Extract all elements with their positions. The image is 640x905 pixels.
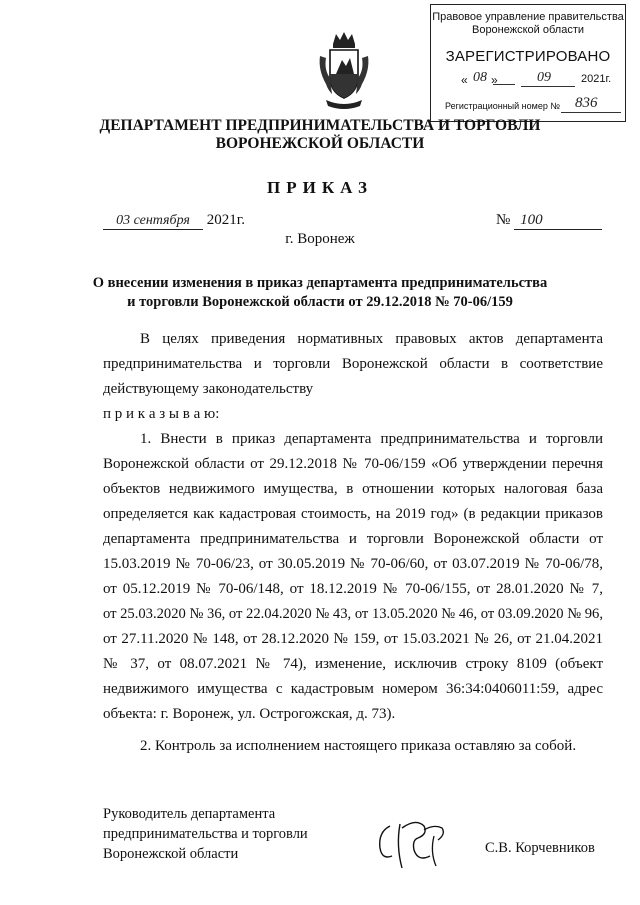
item1-line: № 37, от 08.07.2021 № 74), изменение, исключив строку 8109 (объект bbox=[103, 656, 603, 672]
stamp-quote-open: « bbox=[461, 73, 468, 87]
stamp-registered-label: ЗАРЕГИСТРИРОВАНО bbox=[445, 48, 611, 65]
signer-title bbox=[103, 804, 308, 864]
department-name-line1: ДЕПАРТАМЕНТ ПРЕДПРИНИМАТЕЛЬСТВА И ТОРГОВЛИ bbox=[99, 117, 541, 134]
item1-line: определяется как кадастровая стоимость, на 2019 год» (в редакции приказов bbox=[103, 506, 603, 522]
item1-line: объектов недвижимого имущества, в отношении которых налоговая база bbox=[103, 481, 603, 497]
order-subject-line1: О внесении изменения в приказ департамента предпринимательства bbox=[92, 275, 548, 291]
registration-stamp bbox=[430, 4, 626, 122]
stamp-reg-label: Регистрационный номер № bbox=[445, 101, 561, 111]
city: г. Воронеж bbox=[285, 231, 355, 247]
handwritten-signature-icon bbox=[372, 816, 462, 872]
preamble-line: действующему законодательству bbox=[103, 381, 314, 397]
voronezh-coat-of-arms-icon bbox=[316, 30, 372, 112]
order-number-handwritten: 100 bbox=[514, 212, 602, 230]
item1-line: Воронежской области от 29.12.2018 № 70-06/159 «Об утверждении перечня bbox=[103, 456, 603, 472]
signer-title-line2: предпринимательства и торговли bbox=[103, 826, 308, 842]
stamp-date bbox=[455, 71, 619, 91]
stamp-date-day: 08 bbox=[473, 70, 487, 85]
stamp-org-line2: Воронежской области bbox=[471, 24, 584, 36]
department-name-line2: ВОРОНЕЖСКОЙ ОБЛАСТИ bbox=[215, 135, 425, 152]
item1-line: от 25.03.2020 № 36, от 22.04.2020 № 43, от 13.05.2020 № 46, от 03.09.2020 № 96, bbox=[103, 606, 604, 622]
order-date-handwritten: 03 сентября bbox=[103, 213, 203, 230]
stamp-number-underline bbox=[561, 112, 621, 113]
stamp-date-month: 09 bbox=[537, 70, 551, 85]
preamble-line: предпринимательства и торговли Воронежской области в соответствие bbox=[103, 356, 603, 372]
signer-name: С.В. Корчевников bbox=[485, 840, 595, 856]
stamp-month-underline bbox=[521, 86, 575, 87]
item1-line: департамента предпринимательства и торговли Воронежской области от bbox=[103, 531, 603, 547]
order-date bbox=[103, 212, 245, 230]
order-number bbox=[496, 212, 602, 230]
stamp-org-line1: Правовое управление правительства bbox=[432, 11, 624, 23]
item1-line: недвижимого имущества с кадастровым номером 36:34:0406011:59, адрес bbox=[103, 681, 603, 697]
item1-line: объекта: г. Воронеж, ул. Острогожская, д. 73). bbox=[103, 706, 396, 722]
stamp-day-underline bbox=[493, 84, 515, 85]
item1-line: 1. Внести в приказ департамента предпринимательства и торговли bbox=[140, 431, 603, 447]
item2-line: 2. Контроль за исполнением настоящего приказа оставляю за собой. bbox=[140, 738, 577, 754]
prikazyvayu: п р и к а з ы в а ю: bbox=[103, 406, 220, 422]
order-subject-line2: и торговли Воронежской области от 29.12.2018 № 70-06/159 bbox=[127, 294, 513, 310]
stamp-reg-number-row bbox=[445, 95, 621, 117]
stamp-organization bbox=[431, 11, 625, 37]
order-number-label: № bbox=[496, 212, 511, 228]
item1-line: от 27.11.2020 № 148, от 28.12.2020 № 159, от 15.03.2021 № 26, от 21.04.2021 bbox=[103, 631, 603, 647]
preamble-line: В целях приведения нормативных правовых актов департамента bbox=[140, 331, 603, 347]
stamp-quote-close: » bbox=[491, 73, 498, 87]
order-date-year: 2021г. bbox=[206, 212, 245, 228]
signer-title-line3: Воронежской области bbox=[103, 846, 239, 862]
order-title: ПРИКАЗ bbox=[267, 178, 373, 197]
stamp-reg-number: 836 bbox=[575, 95, 598, 111]
item1-line: 15.03.2019 № 70-06/23, от 30.05.2019 № 70-06/60, от 03.07.2019 № 70-06/78, bbox=[103, 556, 603, 572]
order-subject bbox=[0, 274, 640, 312]
item1-line: от 05.12.2019 № 70-06/148, от 18.12.2019 № 70-06/155, от 28.01.2020 № 7, bbox=[103, 581, 603, 597]
stamp-date-year: 2021г. bbox=[581, 73, 612, 85]
signer-title-line1: Руководитель департамента bbox=[103, 806, 276, 822]
